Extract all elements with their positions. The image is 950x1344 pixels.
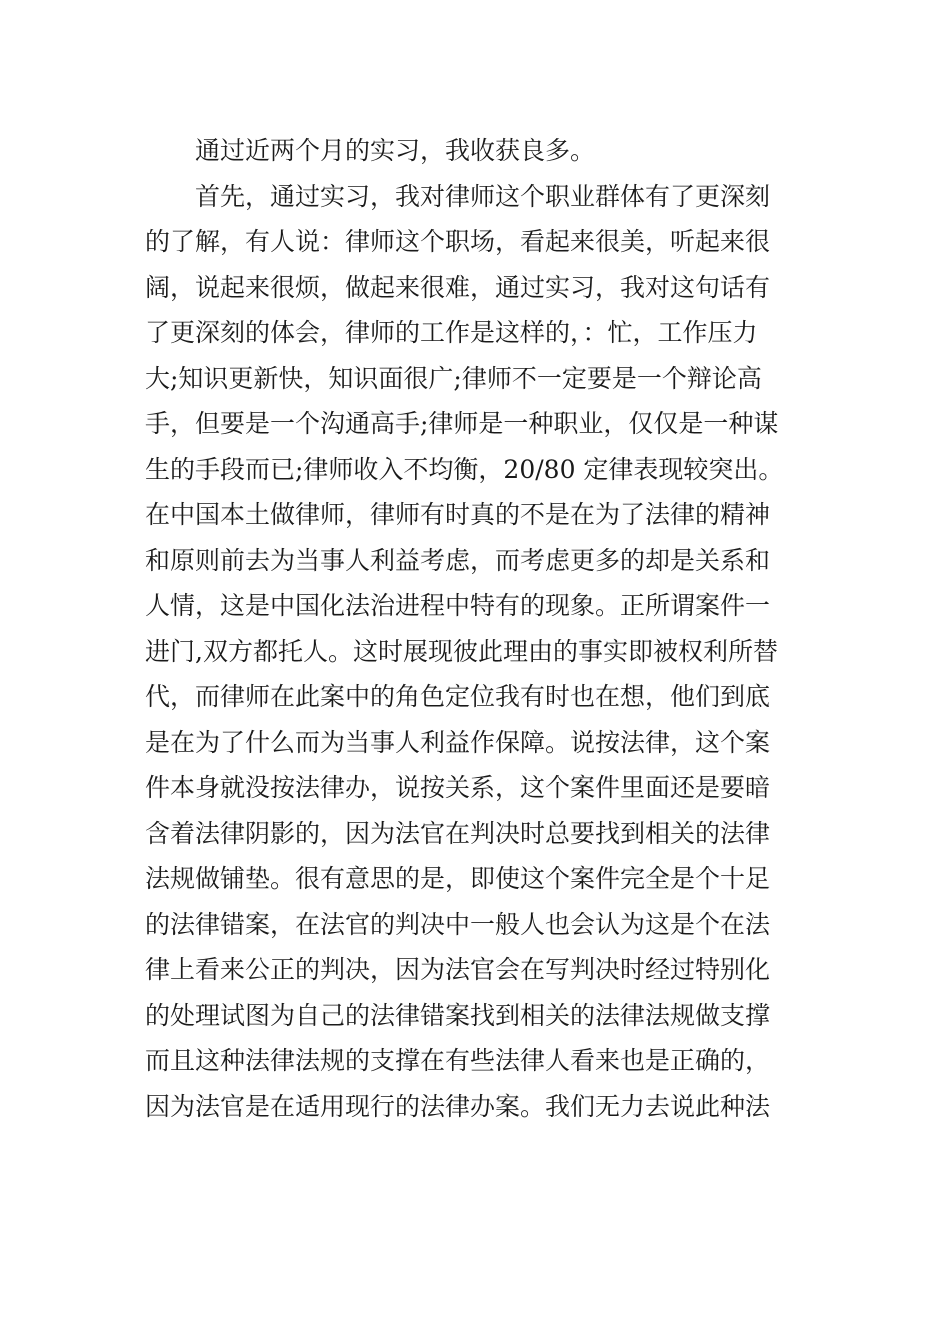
paragraph-2-line: 和原则前去为当事人利益考虑，而考虑更多的却是关系和 bbox=[145, 545, 771, 575]
paragraph-2-line: 人情，这是中国化法治进程中特有的现象。正所谓案件一 bbox=[145, 591, 771, 620]
paragraph-2-line: 而且这种法律法规的支撑在有些法律人看来也是正确的， bbox=[145, 1046, 771, 1075]
paragraph-2-line: 了更深刻的体会，律师的工作是这样的，：忙，工作压力 bbox=[145, 318, 758, 347]
paragraph-1-line: 通过近两个月的实习，我收获良多。 bbox=[195, 136, 596, 165]
paragraph-2-line: 含着法律阴影的，因为法官在判决时总要找到相关的法律 bbox=[145, 818, 771, 848]
paragraph-2-line: 在中国本土做律师，律师有时真的不是在为了法律的精神 bbox=[145, 500, 771, 529]
paragraph-2-line: 进门,双方都托人。这时展现彼此理由的事实即被权利所替 bbox=[145, 636, 778, 666]
body-text bbox=[145, 128, 810, 1129]
paragraph-2-line: 的了解，有人说：律师这个职场，看起来很美，听起来很 bbox=[145, 227, 771, 256]
paragraph-2-line: 的处理试图为自己的法律错案找到相关的法律法规做支撑 bbox=[145, 1000, 771, 1030]
paragraph-2-line: 阔，说起来很烦，做起来很难，通过实习，我对这句话有 bbox=[145, 272, 771, 302]
paragraph-2-line: 生的手段而已;律师收入不均衡，20/80 定律表现较突出。 bbox=[145, 454, 784, 484]
paragraph-2-line: 法规做铺垫。很有意思的是，即使这个案件完全是个十足 bbox=[145, 864, 771, 893]
paragraph-2-line: 大;知识更新快，知识面很广;律师不一定要是一个辩论高 bbox=[145, 363, 762, 393]
paragraph-2-line: 律上看来公正的判决，因为法官会在写判决时经过特别化 bbox=[145, 955, 771, 984]
paragraph-2-line: 首先，通过实习，我对律师这个职业群体有了更深刻 bbox=[195, 181, 771, 211]
paragraph-2-line: 件本身就没按法律办，说按关系，这个案件里面还是要暗 bbox=[145, 773, 771, 802]
paragraph-2-line: 手，但要是一个沟通高手;律师是一种职业，仅仅是一种谋 bbox=[145, 409, 779, 438]
paragraph-2-line: 是在为了什么而为当事人利益作保障。说按法律，这个案 bbox=[145, 727, 771, 757]
paragraph-2-line: 代，而律师在此案中的角色定位我有时也在想，他们到底 bbox=[145, 682, 771, 711]
paragraph-2-line: 的法律错案，在法官的判决中一般人也会认为这是个在法 bbox=[145, 909, 771, 939]
paragraph-2-line: 因为法官是在适用现行的法律办案。我们无力去说此种法 bbox=[145, 1091, 771, 1121]
